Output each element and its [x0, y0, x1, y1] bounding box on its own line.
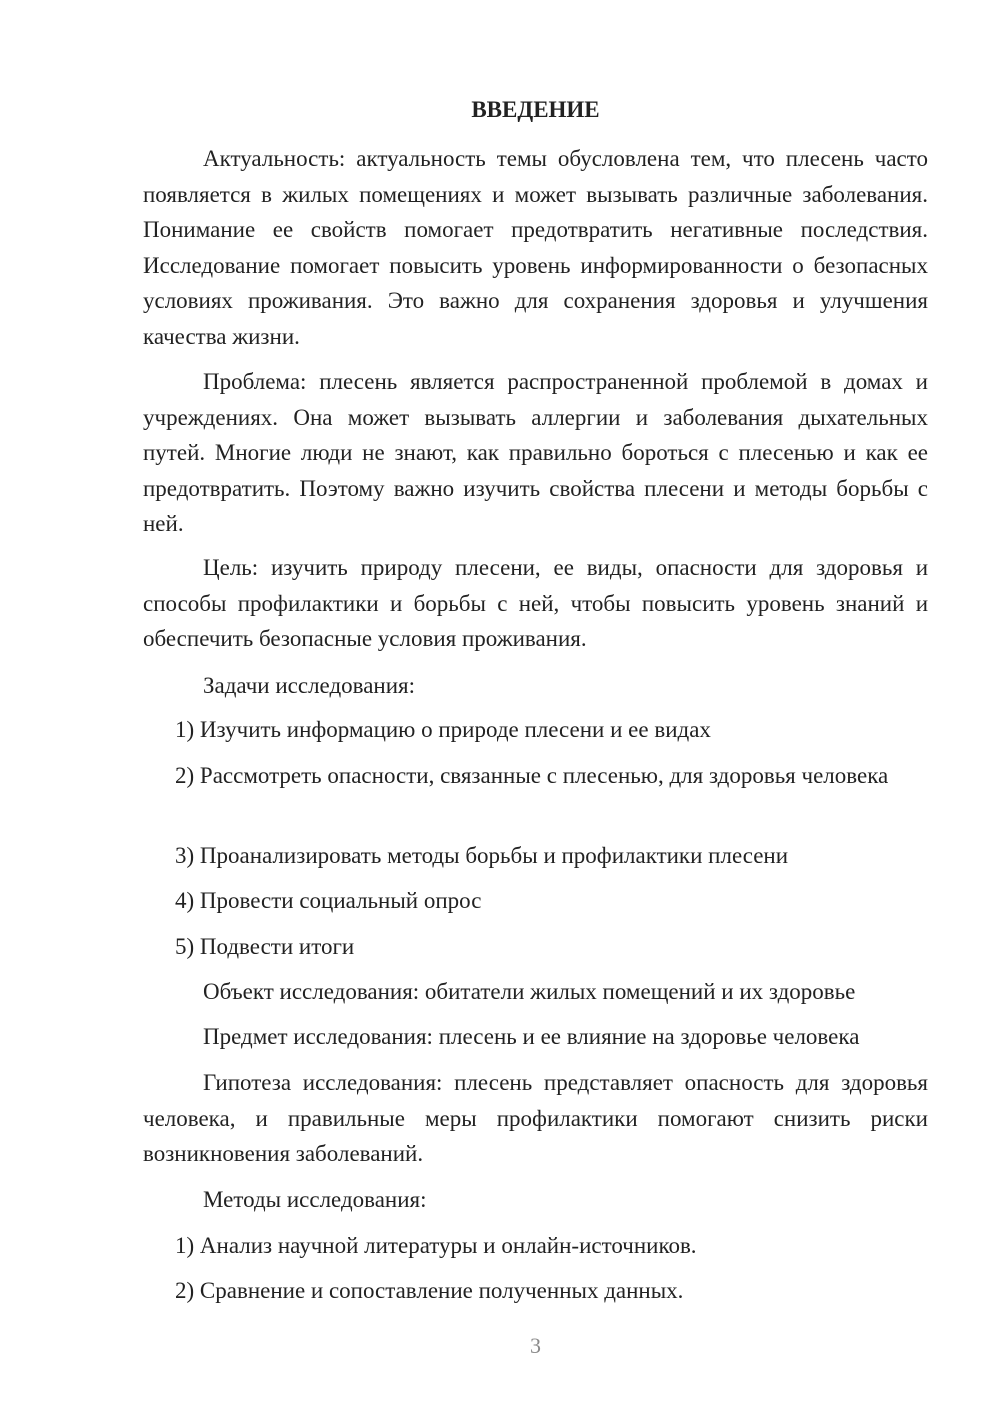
page-title: ВВЕДЕНИЕ [471, 97, 600, 122]
subject-paragraph: Предмет исследования: плесень и ее влияние на здоровье человека [203, 1024, 860, 1049]
task-item-4: 4) Провести социальный опрос [175, 888, 482, 913]
task-item-3: 3) Проанализировать методы борьбы и профилактики плесени [175, 843, 789, 868]
problem-paragraph: Проблема: плесень является распространенной проблемой в домах и учреждениях. Она может вызывать аллергии и заболевания дыхательных путей. Многие люди не знают, как правильно бороться с плесенью и как ее предотвратить. Поэтому важно изучить свойства плесени и методы борьбы с ней. [143, 369, 928, 536]
object-paragraph: Объект исследования: обитатели жилых помещений и их здоровье [203, 979, 856, 1004]
tasks-heading: Задачи исследования: [203, 673, 416, 698]
goal-paragraph: Цель: изучить природу плесени, ее виды, опасности для здоровья и способы профилактики и борьбы с ней, чтобы повысить уровень знаний и обеспечить безопасные условия проживания. [143, 555, 928, 651]
hypothesis-paragraph: Гипотеза исследования: плесень представляет опасность для здоровья человека, и правильные меры профилактики помогают снизить риски возникновения заболеваний. [143, 1070, 928, 1166]
task-item-5: 5) Подвести итоги [175, 934, 355, 959]
methods-heading: Методы исследования: [203, 1187, 427, 1212]
relevance-paragraph: Актуальность: актуальность темы обусловлена тем, что плесень часто появляется в жилых помещениях и может вызывать различные заболевания. Понимание ее свойств помогает предотвратить негативные последствия. Исследование помогает повысить уровень информированности о безопасных условиях проживания. Это важно для сохранения здоровья и улучшения качества жизни. [143, 146, 928, 349]
document-page [143, 0, 928, 1414]
task-item-2: 2) Рассмотреть опасности, связанные с плесенью, для здоровья человека [175, 763, 889, 788]
page-number: 3 [530, 1333, 541, 1358]
task-item-1: 1) Изучить информацию о природе плесени и ее видах [175, 717, 711, 742]
method-item-2: 2) Сравнение и сопоставление полученных данных. [175, 1278, 684, 1303]
method-item-1: 1) Анализ научной литературы и онлайн-источников. [175, 1233, 697, 1258]
